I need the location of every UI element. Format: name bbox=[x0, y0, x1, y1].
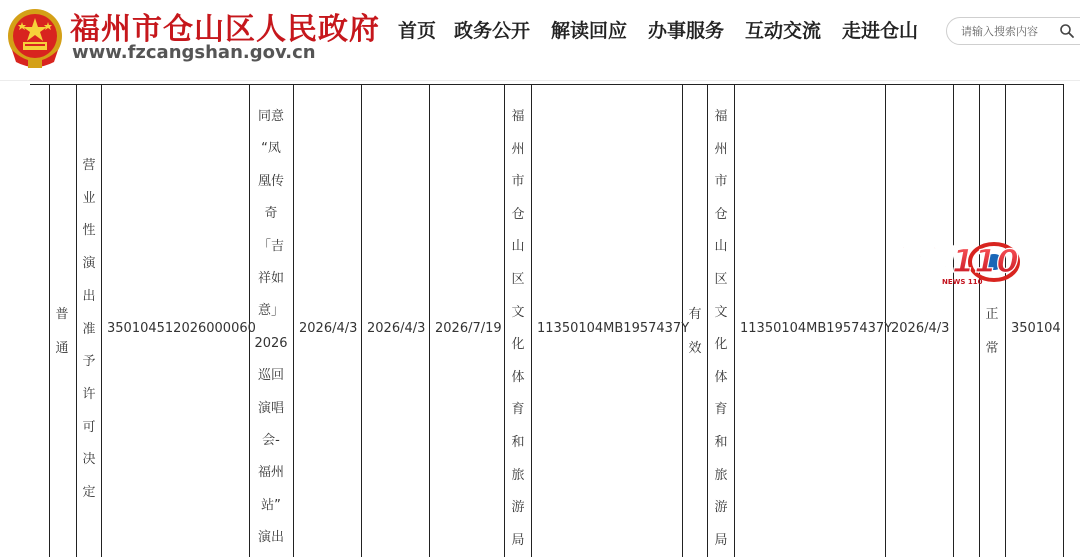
cell-char: 局 bbox=[511, 532, 525, 548]
cell-char: 区 bbox=[511, 271, 525, 287]
cell-char: 仓 bbox=[511, 206, 525, 222]
cell-char: 游 bbox=[511, 500, 525, 516]
logo-text: 新闻110 bbox=[888, 242, 1019, 280]
cell-char: 出 bbox=[82, 288, 96, 304]
cell-line: 同意 bbox=[257, 109, 284, 124]
cell-char: 演 bbox=[82, 256, 96, 272]
column-divider bbox=[361, 84, 362, 557]
cell-line: “凤 bbox=[261, 141, 281, 157]
column-divider bbox=[1005, 84, 1006, 557]
column-divider bbox=[531, 84, 532, 557]
column-divider bbox=[953, 84, 954, 557]
cell-char: 游 bbox=[714, 500, 728, 516]
cell-char: 区 bbox=[714, 271, 728, 287]
cell-char: 定 bbox=[82, 485, 96, 501]
cell-char: 准 bbox=[82, 321, 96, 337]
cell-source-code: 11350104MB1957437Y bbox=[740, 321, 893, 336]
cell-line: 演唱 bbox=[257, 400, 284, 416]
cell-category bbox=[54, 298, 70, 366]
cell-line: 巡回 bbox=[257, 368, 284, 384]
cell-line: 2026 bbox=[254, 335, 288, 351]
nav-item-interpretation[interactable]: 解读回应 bbox=[551, 20, 628, 42]
cell-char: 福 bbox=[511, 109, 525, 124]
cell-char: 仓 bbox=[714, 206, 728, 222]
cell-char: 普 bbox=[55, 307, 69, 322]
nav-item-home[interactable]: 首页 bbox=[398, 20, 437, 42]
cell-char: 旅 bbox=[511, 467, 525, 483]
cell-status bbox=[687, 298, 703, 366]
column-divider bbox=[101, 84, 102, 557]
cell-char: 福 bbox=[714, 109, 728, 124]
cell-char: 许 bbox=[82, 386, 96, 402]
cell-char: 州 bbox=[714, 141, 728, 157]
cell-line: 福州 bbox=[257, 465, 284, 481]
cell-authority-code: 11350104MB1957437Y bbox=[537, 321, 690, 336]
cell-char: 予 bbox=[82, 354, 96, 370]
cell-update-date: 2026/4/3 bbox=[891, 321, 950, 336]
nav-item-gov-affairs[interactable]: 政务公开 bbox=[454, 20, 531, 42]
cell-char: 文 bbox=[511, 304, 525, 320]
cell-char: 山 bbox=[511, 239, 525, 255]
cell-char: 正 bbox=[985, 307, 999, 322]
cell-line: 会- bbox=[262, 433, 280, 449]
site-name[interactable]: 福州市仓山区人民政府 bbox=[70, 12, 380, 47]
search-box bbox=[946, 17, 1080, 45]
cell-valid-to: 2026/7/19 bbox=[435, 321, 502, 336]
logo-subtext: NEWS 110 bbox=[942, 278, 983, 286]
cell-char: 州 bbox=[511, 141, 525, 157]
cell-char: 和 bbox=[714, 434, 728, 450]
nav-item-about-cangshan[interactable]: 走进仓山 bbox=[842, 20, 919, 42]
cell-char: 育 bbox=[511, 402, 525, 418]
column-divider bbox=[76, 84, 77, 557]
nav-item-services[interactable]: 办事服务 bbox=[648, 20, 725, 42]
column-divider bbox=[293, 84, 294, 557]
cell-source-unit bbox=[713, 101, 729, 557]
site-header bbox=[0, 0, 1080, 81]
column-divider bbox=[979, 84, 980, 557]
news110-logo bbox=[884, 228, 1022, 290]
cell-line: 祥如 bbox=[257, 271, 284, 287]
site-url[interactable]: www.fzcangshan.gov.cn bbox=[72, 42, 316, 63]
column-divider bbox=[49, 84, 50, 557]
cell-line: 演出 bbox=[257, 530, 284, 546]
cell-char: 化 bbox=[714, 337, 728, 353]
search-input[interactable] bbox=[961, 22, 1051, 40]
cell-char: 决 bbox=[82, 452, 96, 468]
nav-item-interaction[interactable]: 互动交流 bbox=[745, 20, 822, 42]
cell-line: 「吉 bbox=[257, 238, 284, 254]
cell-line: 凰传 bbox=[257, 173, 284, 189]
column-divider bbox=[734, 84, 735, 557]
cell-char: 效 bbox=[688, 341, 702, 356]
cell-char: 旅 bbox=[714, 467, 728, 483]
cell-char: 可 bbox=[82, 419, 96, 435]
cell-char: 和 bbox=[511, 434, 525, 450]
column-divider bbox=[504, 84, 505, 557]
column-divider bbox=[707, 84, 708, 557]
column-divider bbox=[429, 84, 430, 557]
cell-char: 通 bbox=[55, 341, 69, 356]
cell-line: 奇 bbox=[264, 206, 278, 222]
cell-issuing-authority bbox=[510, 101, 526, 557]
cell-line: 站” bbox=[261, 497, 281, 513]
search-icon[interactable] bbox=[1059, 23, 1075, 39]
cell-char: 文 bbox=[714, 304, 728, 320]
cell-char: 业 bbox=[82, 190, 96, 206]
column-divider bbox=[1063, 84, 1064, 557]
cell-char: 山 bbox=[714, 239, 728, 255]
table-top-border bbox=[30, 84, 1064, 85]
cell-permit-content bbox=[253, 101, 289, 555]
cell-permit-name bbox=[81, 150, 97, 510]
cell-char: 性 bbox=[82, 223, 96, 239]
cell-char: 化 bbox=[511, 337, 525, 353]
cell-char: 营 bbox=[82, 158, 96, 173]
cell-char: 市 bbox=[511, 174, 525, 190]
cell-char: 体 bbox=[714, 369, 728, 385]
cell-line: 意」 bbox=[257, 303, 284, 319]
cell-state bbox=[984, 298, 1000, 366]
cell-permit-number: 350104512026000060 bbox=[107, 321, 256, 336]
cell-char: 市 bbox=[714, 174, 728, 190]
cell-char: 有 bbox=[688, 307, 702, 322]
cell-char: 育 bbox=[714, 402, 728, 418]
cell-decision-date: 2026/4/3 bbox=[299, 321, 358, 336]
cell-valid-from: 2026/4/3 bbox=[367, 321, 426, 336]
cell-char: 局 bbox=[714, 532, 728, 548]
cell-char: 体 bbox=[511, 369, 525, 385]
national-emblem-icon[interactable] bbox=[6, 6, 64, 70]
cell-region-code: 350104 bbox=[1011, 321, 1061, 336]
cell-char: 常 bbox=[985, 341, 999, 356]
